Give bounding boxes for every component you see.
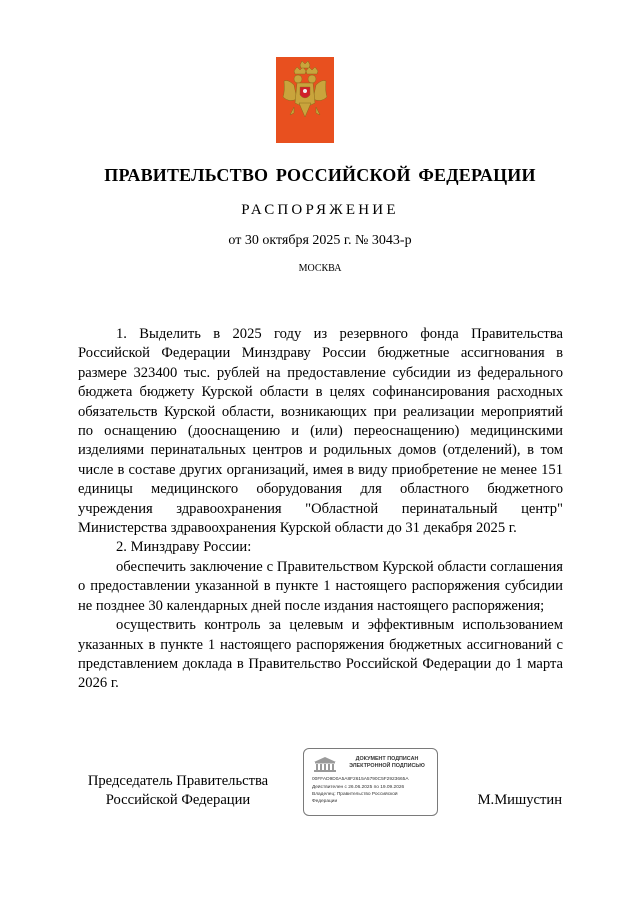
signer-name: М.Мишустин xyxy=(477,792,562,808)
stamp-owner-line-1: Владелец: Правительство Российской xyxy=(312,792,398,797)
stamp-owner-line-2: Федерации xyxy=(312,799,338,804)
government-title: ПРАВИТЕЛЬСТВО РОССИЙСКОЙ ФЕДЕРАЦИИ xyxy=(104,165,536,185)
building-icon xyxy=(312,755,338,773)
signer-position xyxy=(78,772,278,811)
coat-of-arms-icon xyxy=(276,57,334,143)
signer-position-line-2: Российской Федерации xyxy=(105,792,251,809)
stamp-validity: Действителен с 26.06.2025 по 19.09.2026 xyxy=(312,785,405,790)
document-date-number: от 30 октября 2025 г. № 3043-р xyxy=(228,233,412,248)
paragraph-3: обеспечить заключение с Правительством Курской области соглашения о предоставлении указанной в пункте 1 настоящего распоряжения субсидии не позднее 30 календарных дней после издания настоящего распоряжения; xyxy=(78,558,563,614)
document-city: МОСКВА xyxy=(298,263,342,274)
document-body xyxy=(78,325,563,694)
stamp-heading xyxy=(338,756,436,770)
paragraph-1: 1. Выделить в 2025 году из резервного фонда Правительства Российской Федерации Минздраву России бюджетные ассигнования в размере 323400 тыс. рублей на предоставление субсидии из федерального бюджета бюджету Курской области в целях софинансирования расходных обязательств Курской области, возникающих при реализации мероприятий по оснащению (дооснащению и (или) переоснащению) медицинскими изделиями перинатальных центров и родильных домов (отделений), в том числе в составе других организаций, имея в виду приобретение не менее 151 единицы медицинского оборудования для областного бюджетного учреждения здравоохранения "Областной перинатальный центр" Министерства здравоохранения Курской области до 31 декабря 2025 г. xyxy=(78,326,563,537)
document-type: РАСПОРЯЖЕНИЕ xyxy=(241,202,399,218)
paragraph-4: осуществить контроль за целевым и эффективным использованием указанных в пункте 1 настоящего распоряжения бюджетных ассигнований с представлением доклада в Правительство Российской Федерации до 1 марта 2026 г. xyxy=(78,617,563,692)
paragraph-2: 2. Минздраву России: xyxy=(116,539,252,556)
stamp-heading-line-1: ДОКУМЕНТ ПОДПИСАН xyxy=(355,756,419,762)
stamp-certificate: 00FFAD9D0A5A8F2615A5790C5F2923665A xyxy=(312,777,409,782)
signer-position-line-1: Председатель Правительства xyxy=(87,773,269,789)
stamp-heading-line-2: ЭЛЕКТРОННОЙ ПОДПИСЬЮ xyxy=(349,763,425,769)
electronic-signature-stamp xyxy=(303,748,438,816)
